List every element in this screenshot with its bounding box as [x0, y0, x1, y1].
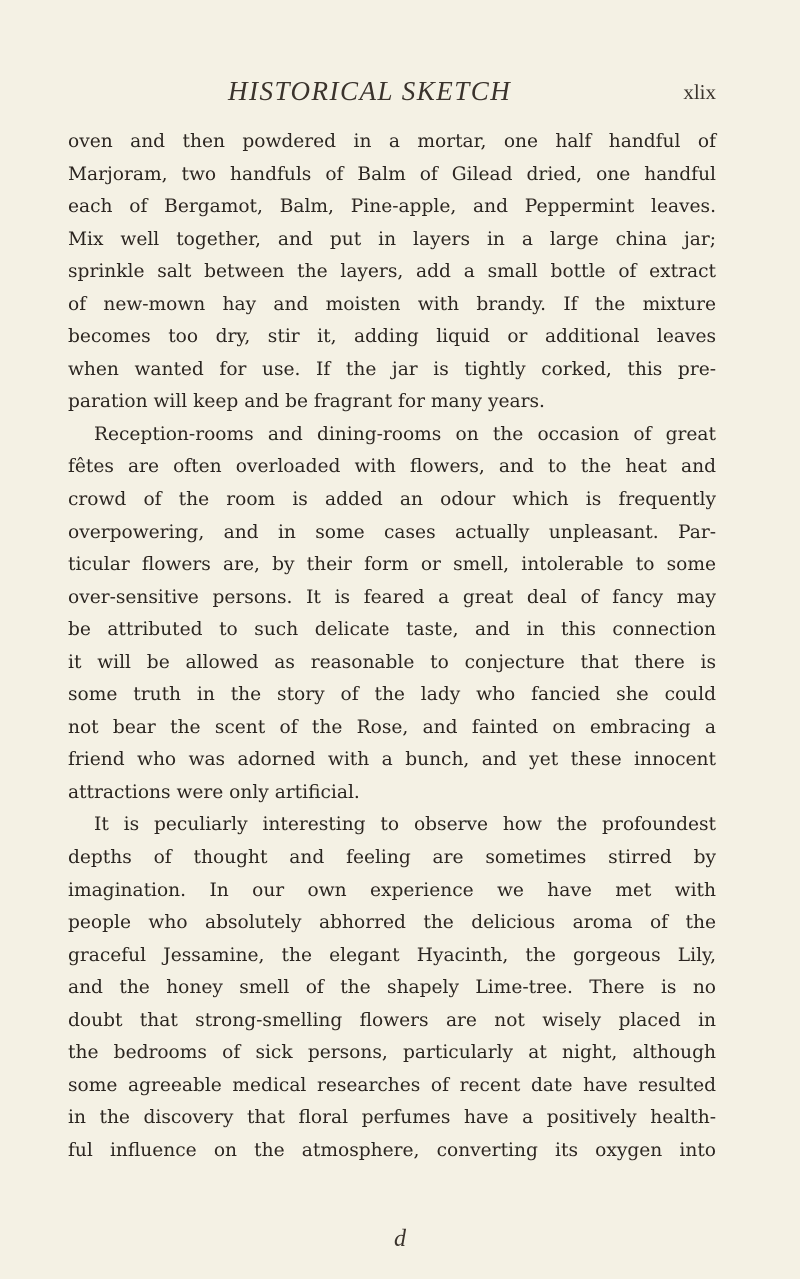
text-line: and the honey smell of the shapely Lime-tree. There is no	[68, 977, 716, 999]
text-line: friend who was adorned with a bunch, and yet these innocent	[68, 749, 716, 771]
text-line: the bedrooms of sick persons, particularly at night, although	[68, 1042, 716, 1064]
text-line: over-sensitive persons. It is feared a great deal of fancy may	[68, 586, 716, 608]
text-line: becomes too dry, stir it, adding liquid or additional leaves	[68, 326, 716, 348]
text-line: people who absolutely abhorred the delicious aroma of the	[68, 912, 716, 934]
text-line: be attributed to such delicate taste, and in this connection	[68, 619, 716, 641]
text-line: when wanted for use. If the jar is tightly corked, this pre-	[68, 358, 716, 380]
text-line: not bear the scent of the Rose, and fainted on embracing a	[68, 716, 716, 738]
text-line: in the discovery that floral perfumes have a positively health-	[68, 1107, 716, 1129]
text-line: doubt that strong-smelling flowers are not wisely placed in	[68, 1009, 716, 1031]
text-line: it will be allowed as reasonable to conjecture that there is	[68, 651, 716, 673]
running-title: HISTORICAL SKETCH	[228, 76, 512, 106]
text-line: attractions were only artificial.	[68, 781, 360, 803]
text-line: sprinkle salt between the layers, add a small bottle of extract	[68, 261, 716, 283]
text-line: ful influence on the atmosphere, converting its oxygen into	[68, 1139, 716, 1161]
text-line: some truth in the story of the lady who fancied she could	[68, 684, 716, 706]
text-line: overpowering, and in some cases actually unpleasant. Par-	[68, 521, 716, 543]
text-line: imagination. In our own experience we have met with	[68, 879, 716, 901]
text-line: paration will keep and be fragrant for many years.	[68, 391, 545, 413]
text-line: Reception-rooms and dining-rooms on the occasion of great	[94, 423, 716, 445]
text-line: ticular flowers are, by their form or smell, intolerable to some	[68, 554, 716, 576]
signature-mark: d	[394, 1226, 406, 1252]
text-line: depths of thought and feeling are sometimes stirred by	[68, 847, 716, 869]
text-line: It is peculiarly interesting to observe how the profoundest	[94, 814, 716, 836]
text-line: crowd of the room is added an odour which is frequently	[68, 489, 716, 511]
text-line: Mix well together, and put in layers in a large china jar;	[68, 228, 716, 250]
page-number: xlix	[683, 80, 716, 104]
text-line: some agreeable medical researches of recent date have resulted	[68, 1074, 716, 1096]
text-line: oven and then powdered in a mortar, one half handful of	[68, 131, 716, 152]
text-line: graceful Jessamine, the elegant Hyacinth, the gorgeous Lily,	[68, 944, 716, 966]
text-line: of new-mown hay and moisten with brandy. If the mixture	[68, 293, 716, 315]
running-head	[68, 72, 716, 112]
body-text	[68, 126, 716, 1168]
text-line: Marjoram, two handfuls of Balm of Gilead dried, one handful	[68, 163, 716, 185]
text-line: fêtes are often overloaded with flowers, and to the heat and	[68, 456, 716, 478]
text-line: each of Bergamot, Balm, Pine-apple, and Peppermint leaves.	[68, 196, 716, 218]
